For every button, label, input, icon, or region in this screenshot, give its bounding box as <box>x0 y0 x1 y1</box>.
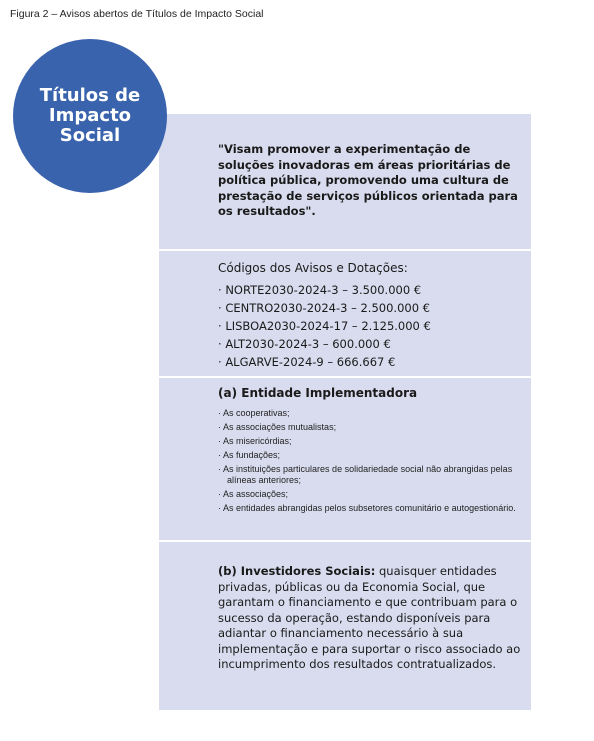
title-badge-line: Social <box>59 125 121 146</box>
investors-text: quaisquer entidades privadas, públicas ou da Economia Social, que garantam o financiamento e que contribuam para o sucesso da operação, estando disponíveis para adiantar o financiamento necessário à sua implementação e para suportar o risco associado ao incumprimento dos resultados contratualizados. <box>218 564 521 671</box>
entity-list <box>218 408 528 517</box>
code-item: · CENTRO2030-2024-3 – 2.500.000 € <box>218 299 431 317</box>
title-badge-text <box>40 86 140 146</box>
code-item: · NORTE2030-2024-3 – 3.500.000 € <box>218 281 431 299</box>
investors-lead: (b) Investidores Sociais: <box>218 564 376 578</box>
title-badge-line: Impacto <box>48 105 132 126</box>
codes-section <box>159 251 531 376</box>
investors-paragraph <box>218 564 523 673</box>
entity-item: · As instituições particulares de solidariedade social não abrangidas pelas alíneas anteriores; <box>218 464 528 486</box>
investors-section <box>159 542 531 710</box>
entity-item: · As associações; <box>218 489 528 500</box>
entity-item: · As associações mutualistas; <box>218 422 528 433</box>
codes-heading: Códigos dos Avisos e Dotações: <box>218 261 408 275</box>
code-item: · ALT2030-2024-3 – 600.000 € <box>218 335 431 353</box>
title-badge-line: Títulos de <box>39 85 141 106</box>
entity-item: · As misericórdias; <box>218 436 528 447</box>
entity-item: · As cooperativas; <box>218 408 528 419</box>
entity-item: · As entidades abrangidas pelos subsetores comunitário e autogestionário. <box>218 503 528 514</box>
info-panel <box>159 114 531 710</box>
entity-heading: (a) Entidade Implementadora <box>218 386 418 400</box>
code-item: · LISBOA2030-2024-17 – 2.125.000 € <box>218 317 431 335</box>
entity-item: · As fundações; <box>218 450 528 461</box>
title-badge <box>13 39 167 193</box>
entity-section <box>159 378 531 540</box>
codes-list <box>218 281 431 371</box>
quote-section <box>159 114 531 249</box>
code-item: · ALGARVE-2024-9 – 666.667 € <box>218 353 431 371</box>
quote-text: "Visam promover a experimentação de soluções inovadoras em áreas prioritárias de política pública, promovendo uma cultura de prestação de serviços públicos orientada para os resultados". <box>218 142 518 218</box>
figure-caption: Figura 2 – Avisos abertos de Títulos de Impacto Social <box>10 8 264 20</box>
